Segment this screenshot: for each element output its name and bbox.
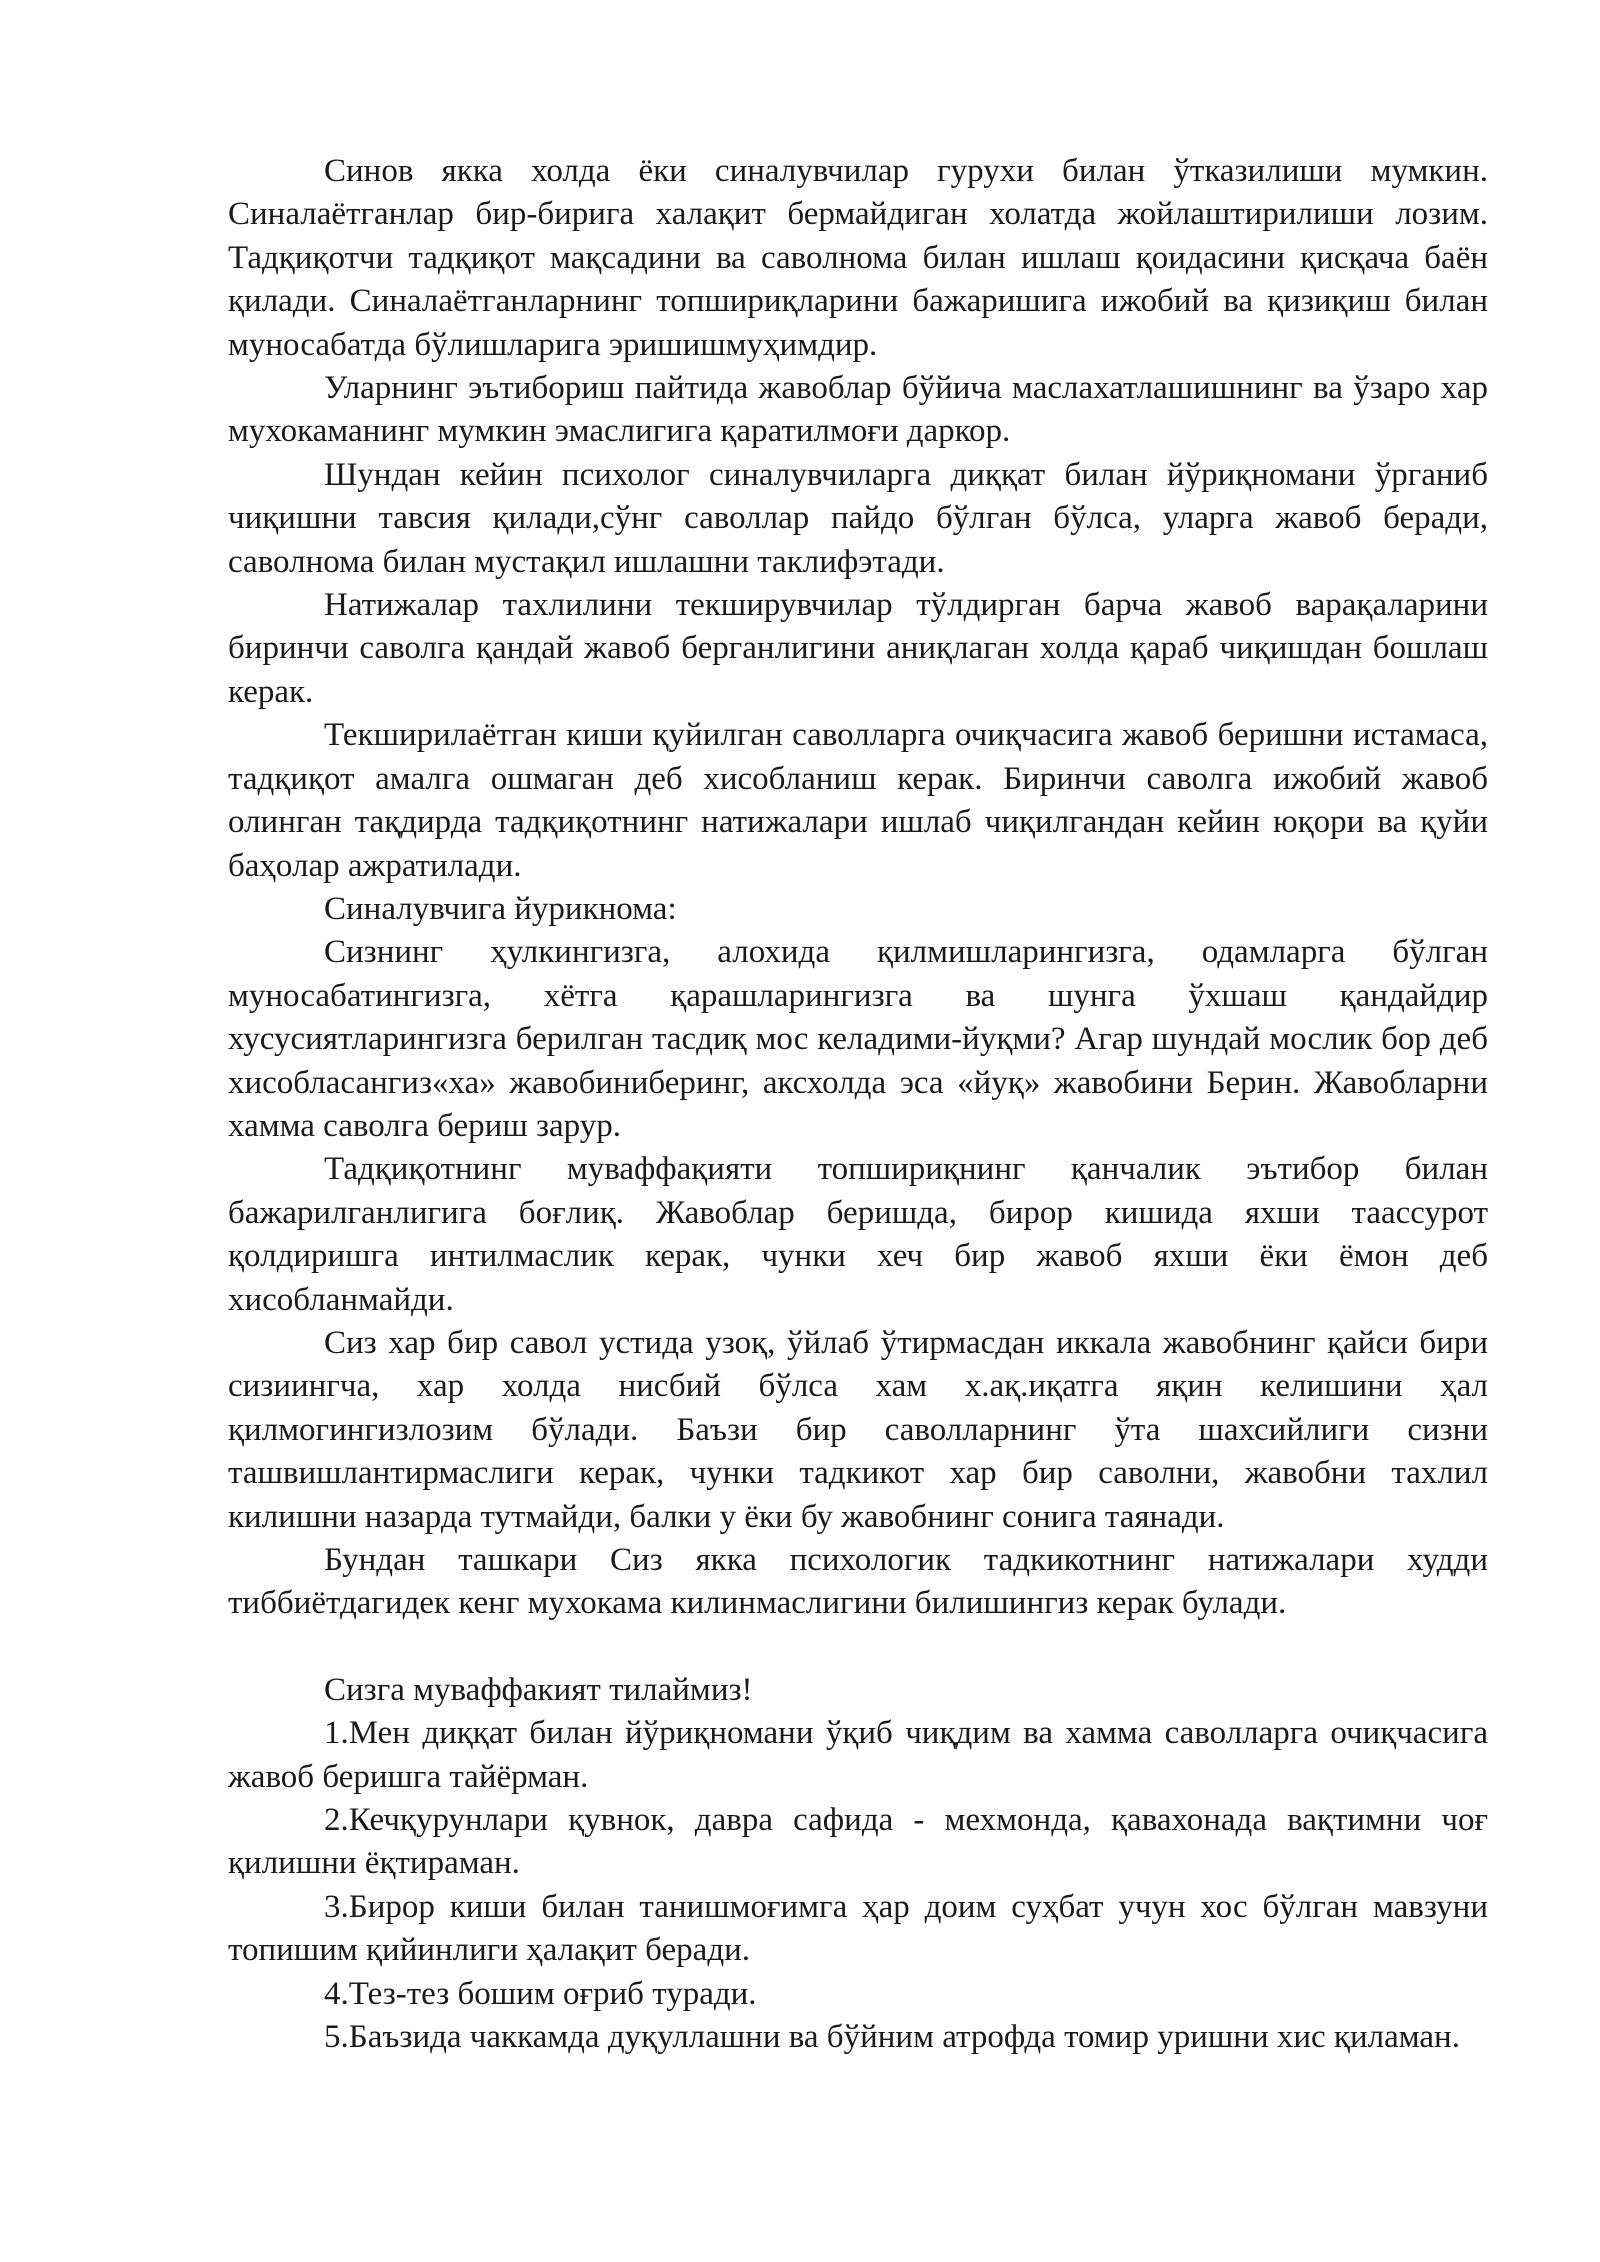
paragraph: Сизнинг ҳулкингизга, алохида қилмишларингизга, одамларга бўлган муносабатингизга, хётга қарашларингизга ва шунга ўхшаш қандайдир хусусиятларингизга берилган тасдиқ мос келадими-йуқми? Агар шундай мослик бор деб хисобласангиз«ха» жавобиниберинг, аксхолда эса «йуқ» жавобини Берин. Жавобларни хамма саволга бериш зарур. <box>228 934 1488 1144</box>
document-page <box>228 150 1488 2059</box>
paragraph: Шундан кейин психолог синалувчиларга диққат билан йўриқномани ўрганиб чиқишни тавсия қилади,сўнг саволлар пайдо бўлган бўлса, уларга жавоб беради, саволнома билан мустақил ишлашни таклифэтади. <box>228 456 1488 580</box>
paragraph: Бундан ташкари Сиз якка психологик тадкикотнинг натижалари худди тиббиётдагидек кенг мухокама килинмаслигини билишингиз керак булади. <box>228 1542 1488 1622</box>
question-item: 4.Тез-тез бошим оғриб туради. <box>324 1975 757 2012</box>
paragraph: Тадқиқотнинг муваффақияти топшириқнинг қанчалик эътибор билан бажарилганлигига боғлиқ. Жавоблар беришда, бирор кишида яхши таассурот қолдиришга интилмаслик керак, чунки хеч бир жавоб яхши ёки ёмон деб хисобланмайди. <box>228 1151 1488 1318</box>
paragraph: Синов якка холда ёки синалувчилар гурухи билан ўтказилиши мумкин. Синалаётганлар бир-бирига халақит бермайдиган холатда жойлаштирилиши лозим. Тадқиқотчи тадқиқот мақсадини ва саволнома билан ишлаш қоидасини қисқача баён қилади. Синалаётганларнинг топшириқларини бажаришига ижобий ва қизиқиш билан муносабатда бўлишларига эришишмуҳимдир. <box>228 153 1488 363</box>
paragraph: Натижалар тахлилини текширувчилар тўлдирган барча жавоб варақаларини биринчи саволга қандай жавоб берганлигини аниқлаган холда қараб чиқишдан бошлаш керак. <box>228 587 1488 710</box>
paragraph: Уларнинг эътибориш пайтида жавоблар бўйича маслахатлашишнинг ва ўзаро хар мухокаманинг мумкин эмаслигига қаратилмоғи даркор. <box>228 370 1488 450</box>
question-item: 1.Мен диққат билан йўриқномани ўқиб чиқдим ва хамма саволларга очиқчасига жавоб беришга тайёрман. <box>228 1715 1488 1795</box>
closing-wish: Сизга муваффакият тилаймиз! <box>324 1671 753 1708</box>
paragraph: Сиз хар бир савол устида узоқ, ўйлаб ўтирмасдан иккала жавобнинг қайси бири сизиингча, хар холда нисбий бўлса хам х.ақ.иқатга яқин келишини ҳал қилмогингизлозим бўлади. Баъзи бир саволларнинг ўта шахсийлиги сизни ташвишлантирмаслиги керак, чунки тадкикот хар бир саволни, жавобни тахлил килишни назарда тутмайди, балки у ёки бу жавобнинг сонига таянади. <box>228 1324 1488 1535</box>
instruction-heading: Синалувчига йурикнома: <box>324 890 677 927</box>
paragraph: Текширилаётган киши қуйилган саволларга очиқчасига жавоб беришни истамаса, тадқиқот амалга ошмаган деб хисобланиш керак. Биринчи саволга ижобий жавоб олинган тақдирда тадқиқотнинг натижалари ишлаб чиқилгандан кейин юқори ва қуйи баҳолар ажратилади. <box>228 717 1488 884</box>
question-item: 3.Бирор киши билан танишмоғимга ҳар доим суҳбат учун хос бўлган мавзуни топишим қийинлиги ҳалақит беради. <box>228 1888 1488 1969</box>
question-item: 2.Кечқурунлари қувнок, давра сафида - мехмонда, қавахонада вақтимни чоғ қилишни ёқтираман. <box>228 1802 1488 1882</box>
question-item: 5.Баъзида чаккамда дуқуллашни ва бўйним атрофда томир уришни хис қиламан. <box>324 2019 1460 2056</box>
